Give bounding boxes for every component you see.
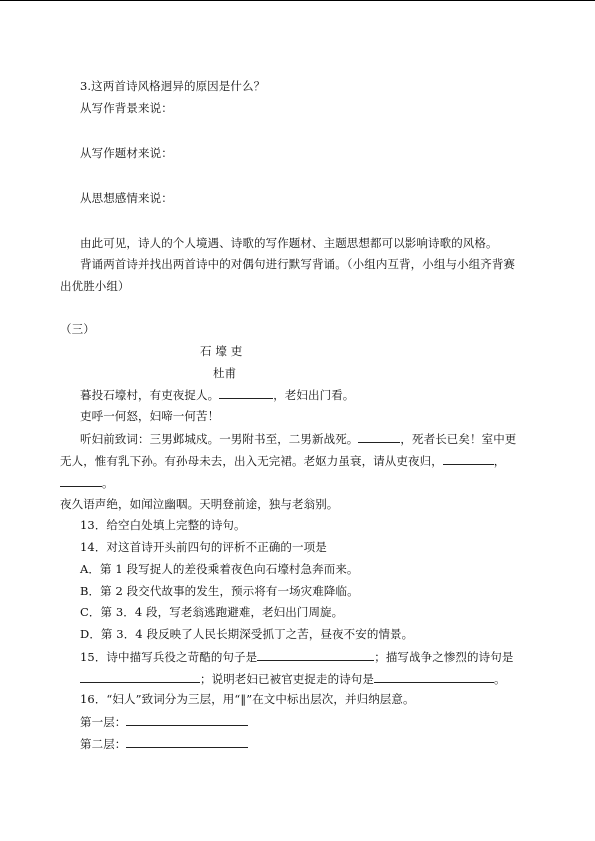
poem-line-3-start: 听妇前致词：三男邺城戍。一男附书至，二男新战死。	[80, 432, 359, 446]
question-15-line-2	[80, 671, 506, 686]
poem-line-4-end: ，	[493, 454, 506, 468]
poem-line-1-end: ，老妇出门看。	[273, 388, 355, 402]
q3-conclusion: 由此可见，诗人的个人境遇、诗歌的写作题材、主题思想都可以影响诗歌的风格。	[80, 236, 498, 250]
poem-line-5	[60, 475, 114, 490]
blank-1[interactable]	[219, 387, 273, 399]
poem-line-5-end: 。	[102, 476, 114, 490]
option-d[interactable]: D．第 3．4 段反映了人民长期深受抓丁之苦，昼夜不安的情景。	[80, 627, 414, 641]
question-14: 14．对这首诗开头前四句的评析不正确的一项是	[80, 540, 327, 554]
q15-part-4: 。	[494, 672, 506, 686]
q15-part-1: 15．诗中描写兵役之苛酷的句子是	[80, 650, 258, 664]
section-label: （三）	[60, 322, 95, 336]
q15-part-2: ；描写战争之惨烈的诗句是	[374, 650, 514, 664]
poem-title: 石 壕 吏	[200, 344, 243, 358]
question-15-line-1	[80, 649, 513, 664]
top-rule	[0, 0, 595, 1]
layer-2-row	[80, 736, 248, 751]
poem-line-1-start: 暮投石壕村，有吏夜捉人。	[80, 388, 220, 402]
q3-title: 3.这两首诗风格迥异的原因是什么？	[80, 79, 266, 93]
option-b[interactable]: B．第 2 段交代故事的发生，预示将有一场灾难降临。	[80, 584, 359, 598]
poem-line-4-start: 无人，惟有乳下孙。有孙母未去，出入无完裙。老妪力虽衰，请从吏夜归，	[60, 454, 443, 468]
option-c[interactable]: C．第 3．4 段，写老翁逃跑避难，老妇出门周旋。	[80, 605, 344, 619]
q15-part-3: ；说明老妇已被官吏捉走的诗句是	[200, 672, 374, 686]
layer-2-label: 第二层：	[80, 737, 127, 751]
q15-blank-3[interactable]	[374, 671, 494, 683]
option-a[interactable]: A．第 1 段写捉人的差役乘着夜色向石壕村急奔而来。	[80, 562, 359, 576]
poem-line-3	[80, 431, 516, 446]
layer-1-blank[interactable]	[126, 714, 248, 726]
question-16: 16．“妇人”致词分为三层，用“‖”在文中标出层次，并归纳层意。	[80, 692, 415, 706]
q15-blank-2[interactable]	[80, 671, 200, 683]
poem-line-2: 吏呼一何怒，妇啼一何苦！	[80, 409, 220, 423]
blank-4[interactable]	[60, 475, 102, 487]
recite-instruction-line-2: 出优胜小组）	[60, 279, 130, 293]
poem-line-4	[60, 453, 505, 468]
layer-1-row	[80, 714, 248, 729]
q3-background-prompt: 从写作背景来说：	[80, 101, 173, 115]
poem-author: 杜甫	[213, 366, 237, 380]
q15-blank-1[interactable]	[257, 649, 374, 661]
blank-2[interactable]	[358, 431, 400, 443]
layer-2-blank[interactable]	[126, 736, 248, 748]
q3-emotion-prompt: 从思想感情来说：	[80, 191, 173, 205]
poem-line-3-end: ，死者长已矣！室中更	[400, 432, 517, 446]
layer-1-label: 第一层：	[80, 715, 127, 729]
question-13: 13．给空白处填上完整的诗句。	[80, 518, 246, 532]
recite-instruction-line-1: 背诵两首诗并找出两首诗中的对偶句进行默写背诵。（小组内互背，小组与小组齐背赛	[80, 257, 516, 271]
blank-3[interactable]	[443, 453, 494, 465]
poem-line-1	[80, 387, 354, 402]
poem-line-6: 夜久语声绝，如闻泣幽咽。天明登前途，独与老翁别。	[60, 497, 339, 511]
q3-subject-prompt: 从写作题材来说：	[80, 146, 173, 160]
